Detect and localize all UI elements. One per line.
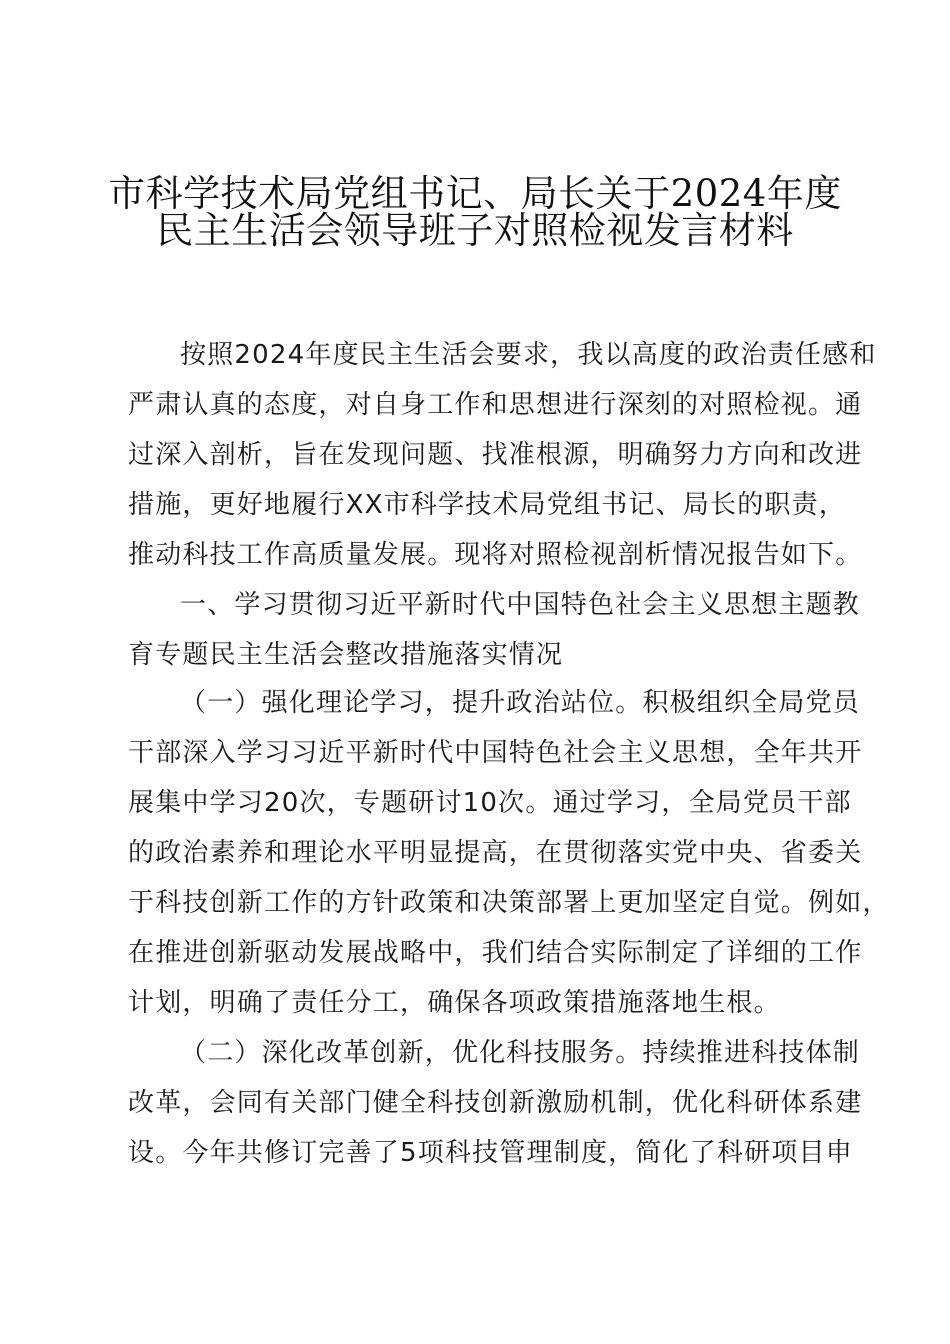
section-heading-line: 育专题民主生活会整改措施落实情况: [128, 640, 564, 670]
paragraph-line: 干部深入学习习近平新时代中国特色社会主义思想，全年共开: [128, 738, 863, 768]
section-heading-line: 一、学习贯彻习近平新时代中国特色社会主义思想主题教: [180, 590, 861, 620]
document-title-line-1: 市科学技术局党组书记、局长关于2024年度: [108, 172, 842, 215]
paragraph-line: 展集中学习20次，专题研讨10次。通过学习，全局党员干部: [128, 788, 852, 818]
paragraph-line: 计划，明确了责任分工，确保各项政策措施落地生根。: [128, 988, 781, 1018]
paragraph-line: 设。今年共修订完善了5项科技管理制度，简化了科研项目申: [128, 1138, 853, 1168]
document-title-line-2: 民主生活会领导班子对照检视发言材料: [156, 209, 794, 252]
paragraph-line: 措施，更好地履行XX市科学技术局党组书记、局长的职责，: [128, 490, 847, 520]
paragraph-line: 在推进创新驱动发展战略中，我们结合实际制定了详细的工作: [128, 938, 863, 968]
paragraph-line: （一）强化理论学习，提升政治站位。积极组织全局党员: [180, 688, 861, 718]
paragraph-line: （二）深化改革创新，优化科技服务。持续推进科技体制: [180, 1038, 861, 1068]
paragraph-line: 的政治素养和理论水平明显提高，在贯彻落实党中央、省委关: [128, 838, 863, 868]
paragraph-line: 改革，会同有关部门健全科技创新激励机制，优化科研体系建: [128, 1088, 863, 1118]
paragraph-line: 于科技创新工作的方针政策和决策部署上更加坚定自觉。例如，: [128, 888, 890, 918]
paragraph-line: 推动科技工作高质量发展。现将对照检视剖析情况报告如下。: [128, 540, 863, 570]
paragraph-line: 严肃认真的态度，对自身工作和思想进行深刻的对照检视。通: [128, 390, 863, 420]
paragraph-line: 按照2024年度民主生活会要求，我以高度的政治责任感和: [180, 340, 877, 370]
paragraph-line: 过深入剖析，旨在发现问题、找准根源，明确努力方向和改进: [128, 440, 863, 470]
